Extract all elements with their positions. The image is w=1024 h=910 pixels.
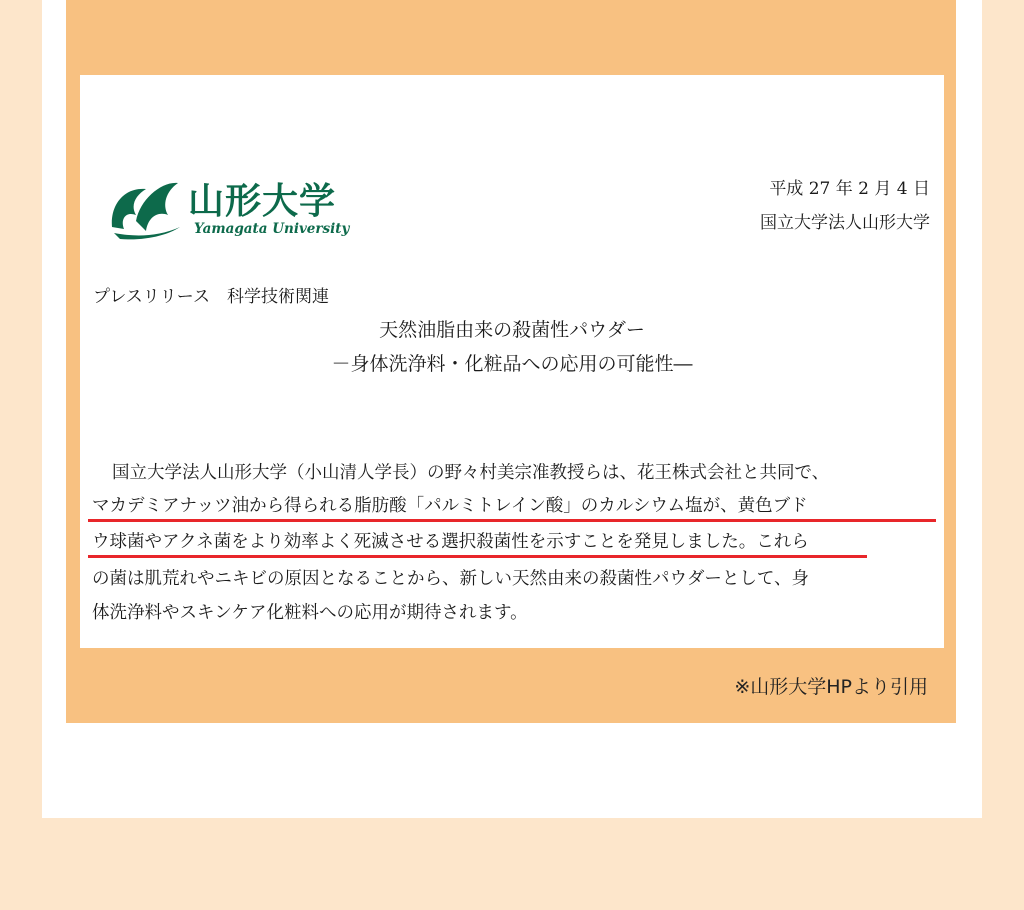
body-line: 体洗浄料やスキンケア化粧料への応用が期待されます。 (92, 603, 528, 623)
release-category: プレスリリース 科学技術関連 (93, 287, 329, 307)
highlight-underline (88, 519, 936, 522)
release-date: 平成 27 年 2 月 4 日 (769, 179, 930, 199)
body-line: ウ球菌やアクネ菌をより効率よく死滅させる選択殺菌性を示すことを発見しました。これら (92, 532, 809, 552)
body-line: の菌は肌荒れやニキビの原因となることから、新しい天然由来の殺菌性パウダーとして、身 (92, 569, 809, 589)
logo-name-en: Yamagata University (194, 221, 350, 237)
release-subtitle: －身体洗浄料・化粧品への応用の可能性― (331, 353, 693, 375)
issuer-name: 国立大学法人山形大学 (760, 213, 930, 233)
university-logo (106, 175, 350, 245)
press-release-image (80, 75, 944, 648)
logo-name-ja: 山形大学 (188, 181, 337, 222)
source-citation: ※山形大学HPより引用 (734, 676, 928, 698)
release-title: 天然油脂由来の殺菌性パウダー (379, 319, 645, 341)
highlight-underline (88, 555, 867, 558)
butterfly-logo-icon (106, 175, 186, 241)
body-line: マカデミアナッツ油から得られる脂肪酸「パルミトレイン酸」のカルシウム塩が、黄色ブド (92, 496, 808, 516)
body-line: 国立大学法人山形大学（小山清人学長）の野々村美宗准教授らは、花王株式会社と共同で、 (112, 463, 830, 483)
